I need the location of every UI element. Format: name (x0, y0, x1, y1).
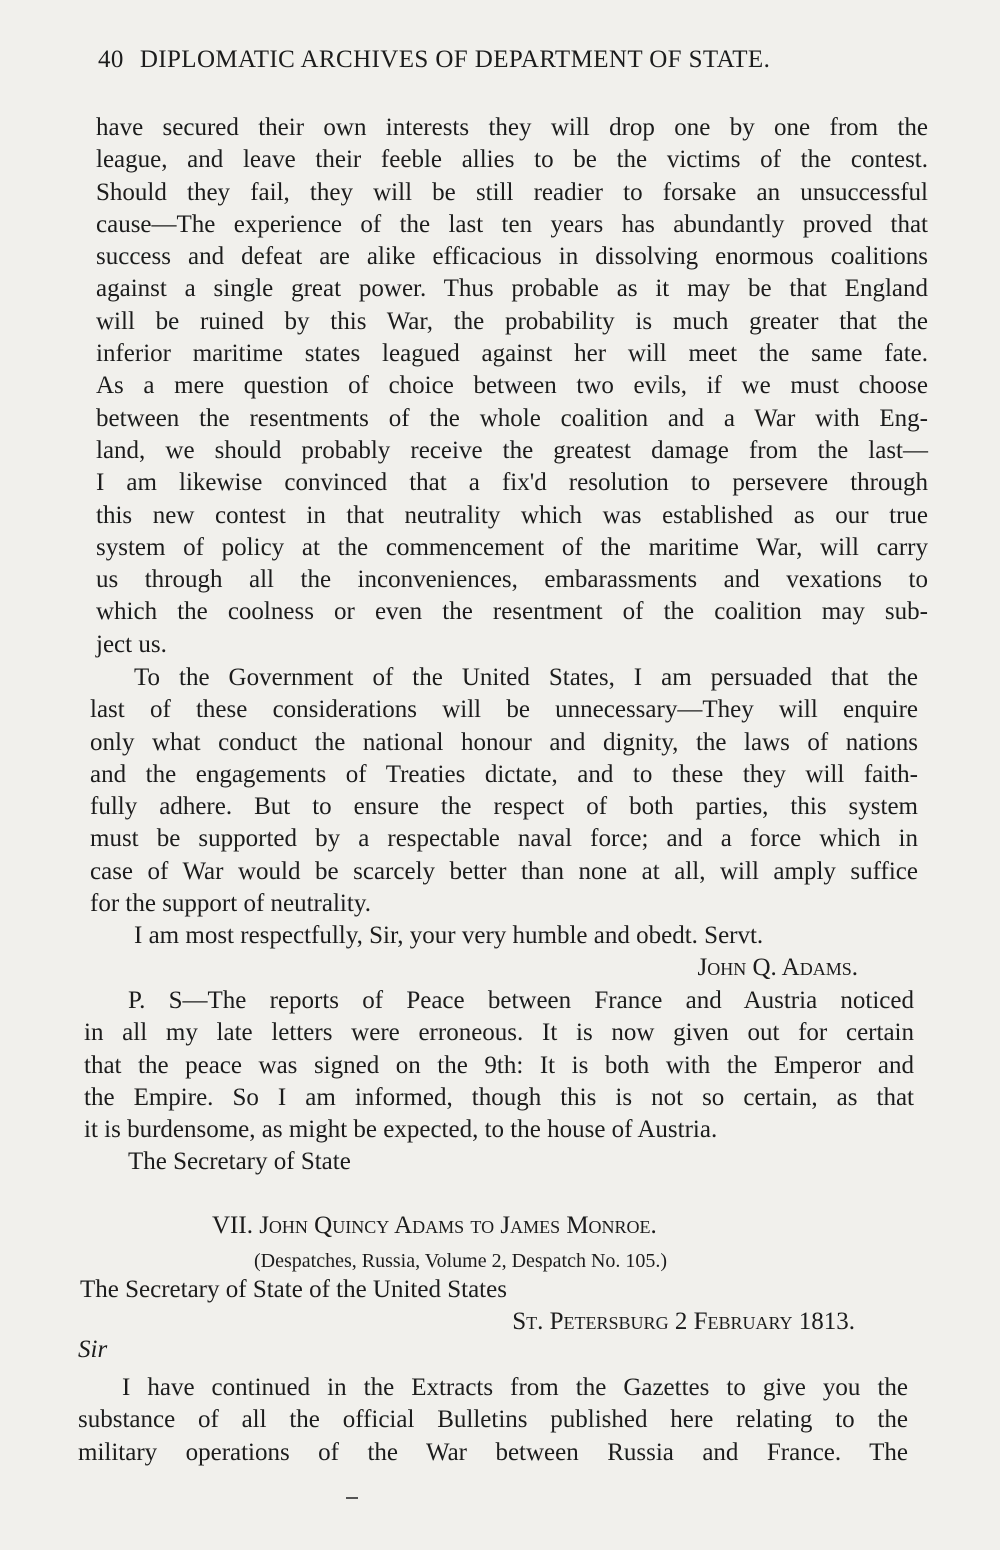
citation (254, 1245, 854, 1277)
text-line: in all my late letters were erroneous. It is now given out for certain (84, 1019, 914, 1047)
text-line: cause—The experience of the last ten years has abundantly proved that (96, 210, 928, 238)
text-line: land, we should probably receive the greatest damage from the last— (96, 436, 928, 464)
running-title: DIPLOMATIC ARCHIVES OF DEPARTMENT OF STATE. (139, 46, 771, 73)
text-line: P. S—The reports of Peace between France and Austria noticed (128, 987, 914, 1014)
text-line: system of policy at the commencement of the maritime War, will carry (96, 533, 928, 561)
addressee-short-text: The Secretary of State (128, 1148, 351, 1175)
salutation-text: Sir (78, 1336, 108, 1363)
addressee-full-text: The Secretary of State of the United States (80, 1276, 507, 1303)
text-line: Should they fail, they will be still readier to forsake an unsuccessful (96, 178, 928, 206)
signature-text: John Q. Adams. (697, 954, 858, 981)
text-line: that the peace was signed on the 9th: It is both with the Emperor and (84, 1051, 914, 1079)
signature (500, 952, 858, 984)
text-line: military operations of the War between Russia and France. The (78, 1438, 908, 1466)
section-heading-text: VII. John Quincy Adams to James Monroe. (212, 1212, 657, 1239)
text-line: it is burdensome, as might be expected, to the house of Austria. (84, 1116, 718, 1144)
text-line: I am likewise convinced that a fix'd resolution to persevere through (96, 469, 928, 497)
citation-text: (Despatches, Russia, Volume 2, Despatch No. 105.) (254, 1250, 668, 1272)
paragraph-2 (90, 662, 918, 920)
text-line: only what conduct the national honour and dignity, the laws of nations (90, 728, 918, 756)
section-heading (212, 1210, 832, 1242)
text-line: between the resentments of the whole coalition and a War with Eng- (96, 404, 928, 432)
text-line: ject us. (96, 630, 167, 658)
addressee-short (128, 1146, 628, 1178)
text-line: which the coolness or even the resentment of the coalition may sub- (96, 598, 928, 626)
text-line: for the support of neutrality. (90, 890, 371, 918)
paragraph-1 (96, 112, 928, 661)
text-line: fully adhere. But to ensure the respect of both parties, this system (90, 793, 918, 821)
postscript (84, 985, 914, 1146)
text-line: As a mere question of choice between two evils, if we must choose (96, 372, 928, 400)
text-line: league, and leave their feeble allies to be the victims of the contest. (96, 146, 928, 174)
closing-line (134, 920, 894, 952)
text-line: substance of all the official Bulletins published here relating to the (78, 1406, 908, 1434)
running-header (98, 46, 868, 74)
text-line: have secured their own interests they will drop one by one from the (96, 114, 928, 141)
text-line: To the Government of the United States, I am persuaded that the (134, 664, 918, 691)
footer-dash (346, 1497, 358, 1499)
text-line: last of these considerations will be unnecessary—They will enquire (90, 696, 918, 724)
text-line: success and defeat are alike efficacious in dissolving enormous coalitions (96, 243, 928, 271)
salutation (78, 1334, 278, 1366)
paragraph-3 (78, 1372, 908, 1469)
dateline (400, 1306, 855, 1338)
addressee-full (80, 1274, 780, 1306)
dateline-text: St. Petersburg 2 February 1813. (512, 1308, 855, 1335)
text-line: I have continued in the Extracts from the Gazettes to give you the (122, 1374, 908, 1401)
text-line: us through all the inconveniences, embarassments and vexations to (96, 566, 928, 594)
text-line: against a single great power. Thus probable as it may be that England (96, 275, 928, 303)
text-line: inferior maritime states leagued against her will meet the same fate. (96, 340, 928, 368)
text-line: case of War would be scarcely better than none at all, will amply suffice (90, 857, 918, 885)
text-line: must be supported by a respectable naval force; and a force which in (90, 825, 918, 853)
text-line: the Empire. So I am informed, though this is not so certain, as that (84, 1083, 914, 1111)
closing-text: I am most respectfully, Sir, your very humble and obedt. Servt. (134, 922, 764, 949)
text-line: this new contest in that neutrality which was established as our true (96, 501, 928, 529)
page-number: 40 (98, 46, 124, 73)
text-line: will be ruined by this War, the probability is much greater that the (96, 307, 928, 335)
text-line: and the engagements of Treaties dictate, and to these they will faith- (90, 760, 918, 788)
